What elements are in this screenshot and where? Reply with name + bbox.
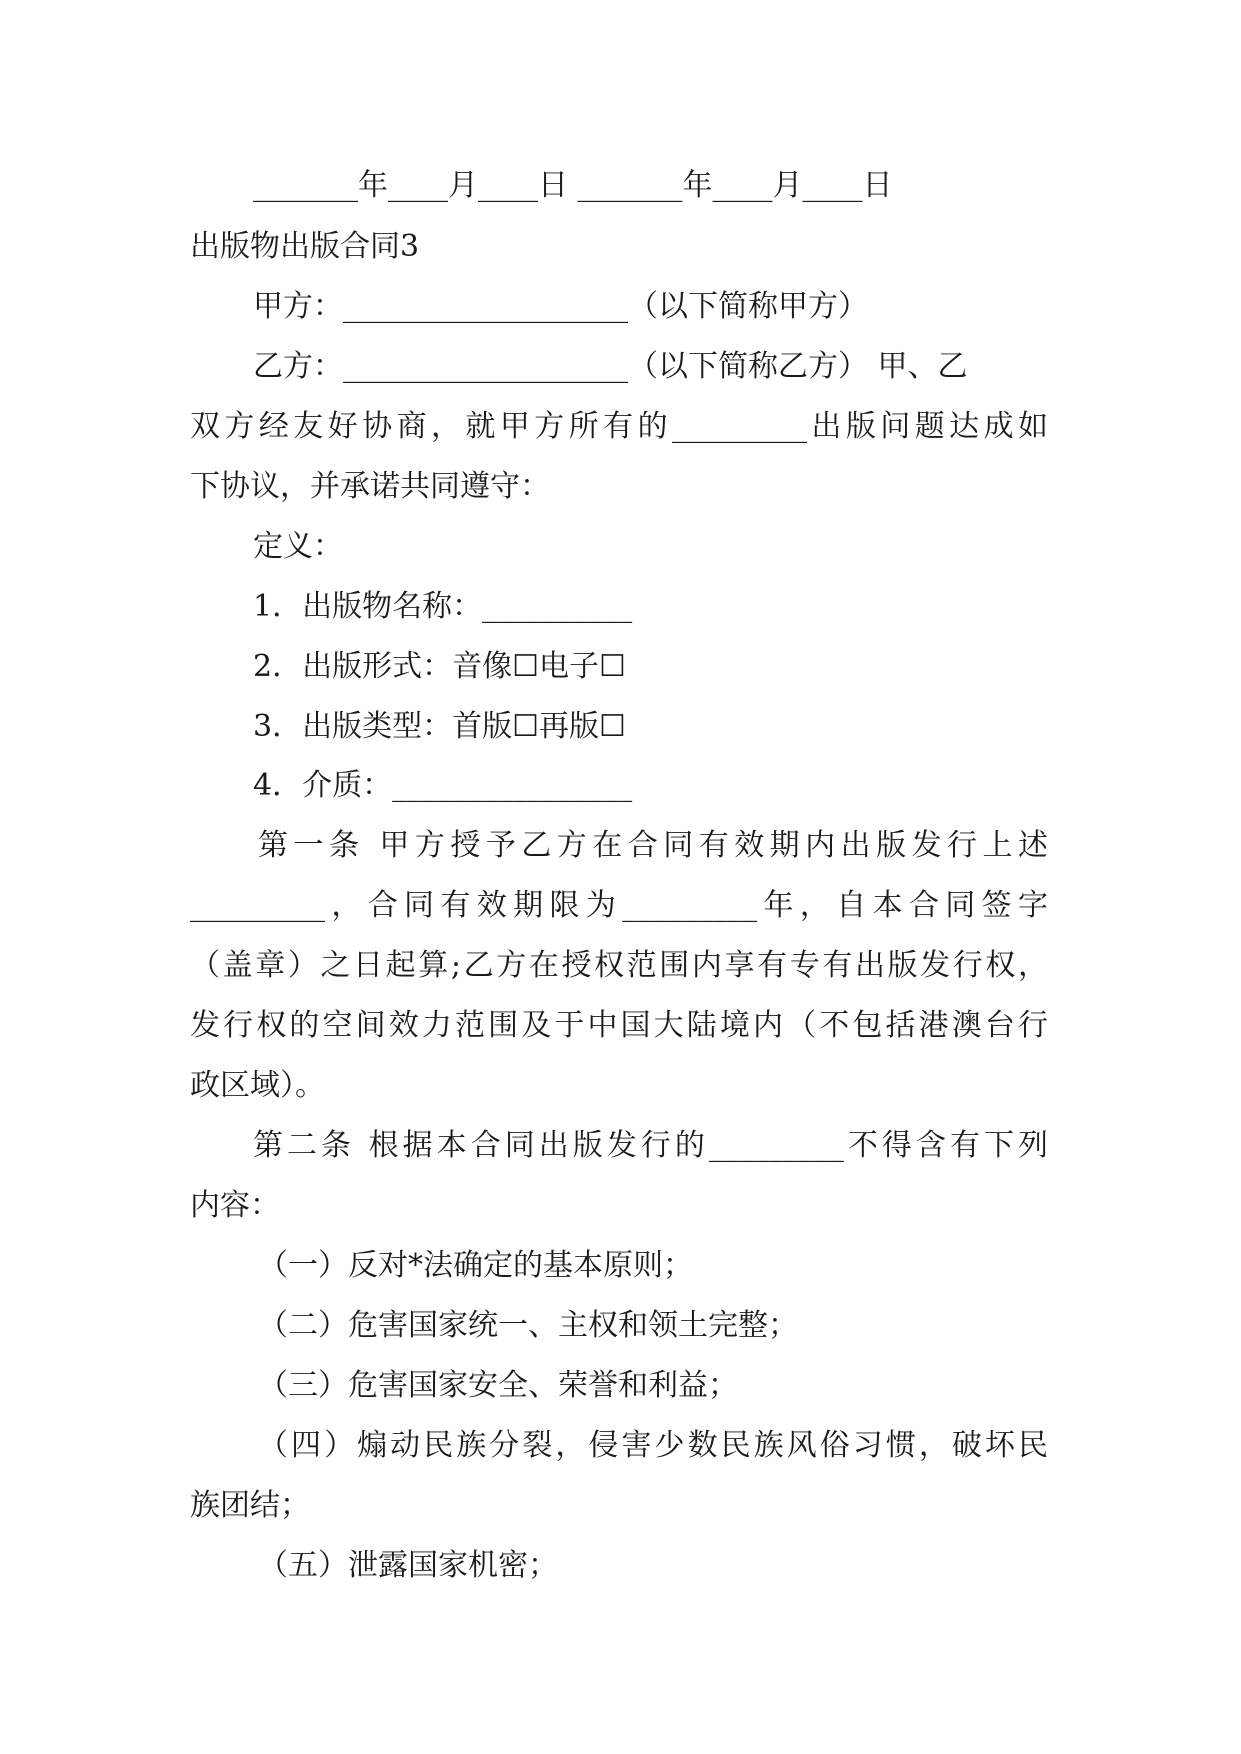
definition-item-2: 2．出版形式：音像☐电子☐: [253, 649, 626, 684]
article-2-item-5: （五）泄露国家机密；: [258, 1548, 558, 1583]
article-1-line-1: 第一条 甲方授予乙方在合同有效期内出版发行上述: [258, 828, 1048, 863]
date-line: _______年____月____日 _______年____月____日: [253, 168, 893, 203]
definition-item-3: 3．出版类型：首版☐再版☐: [253, 709, 626, 744]
preamble-line-1: 双方经友好协商，就甲方所有的_________出版问题达成如: [190, 409, 1048, 444]
article-1-line-2: _________，合同有效期限为_________年，自本合同签字: [190, 888, 1048, 923]
article-1-line-4: 发行权的空间效力范围及于中国大陆境内（不包括港澳台行: [190, 1008, 1048, 1043]
article-2-line-2: 内容：: [190, 1188, 280, 1223]
definition-item-1: 1．出版物名称：__________: [253, 589, 633, 624]
party-a-line: 甲方：___________________（以下简称甲方）: [253, 289, 868, 324]
article-2-item-4-line-2: 族团结；: [190, 1488, 310, 1523]
article-1-line-3: （盖章）之日起算;乙方在授权范围内享有专有出版发行权，: [190, 948, 1048, 983]
article-2-item-1: （一）反对*法确定的基本原则；: [258, 1248, 693, 1283]
article-2-item-2: （二）危害国家统一、主权和领土完整；: [258, 1308, 798, 1343]
preamble-line-2: 下协议，并承诺共同遵守：: [190, 469, 550, 504]
definitions-heading: 定义：: [253, 529, 343, 564]
article-2-item-3: （三）危害国家安全、荣誉和利益；: [258, 1368, 738, 1403]
document-title: 出版物出版合同3: [190, 229, 420, 264]
party-b-line: 乙方：___________________（以下简称乙方） 甲、乙: [253, 349, 968, 384]
article-1-line-5: 政区域）。: [190, 1068, 325, 1103]
definition-item-4: 4．介质：________________: [253, 768, 633, 803]
article-2-line-1: 第二条 根据本合同出版发行的_________不得含有下列: [253, 1128, 1048, 1163]
article-2-item-4-line-1: （四）煽动民族分裂，侵害少数民族风俗习惯，破坏民: [258, 1428, 1048, 1463]
